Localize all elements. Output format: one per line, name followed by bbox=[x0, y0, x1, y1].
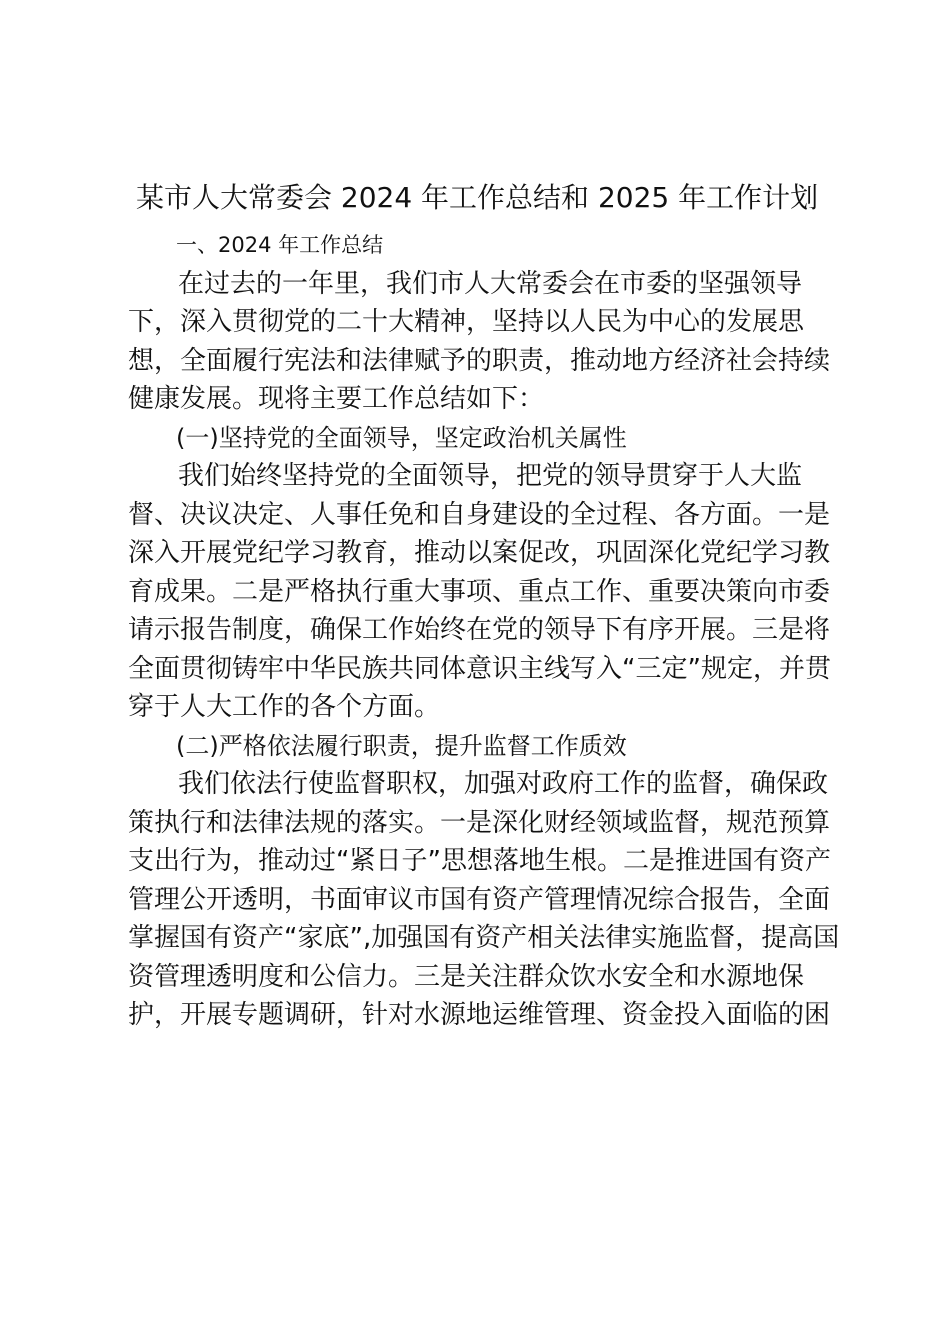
paragraph-line: 请示报告制度，确保工作始终在党的领导下有序开展。三是将 bbox=[128, 615, 831, 645]
paragraph-line: 策执行和法律法规的落实。一是深化财经领域监督，规范预算 bbox=[128, 807, 831, 838]
paragraph-line: 护，开展专题调研，针对水源地运维管理、资金投入面临的困 bbox=[128, 1000, 831, 1030]
document-title: 某市人大常委会 2024 年工作总结和 2025 年工作计划 bbox=[136, 181, 819, 214]
section-heading: 一、2024 年工作总结 bbox=[176, 233, 384, 257]
paragraph-line: 健康发展。现将主要工作总结如下： bbox=[128, 384, 545, 414]
paragraph-line: 掌握国有资产“家底”,加强国有资产相关法律实施监督，提高国 bbox=[128, 923, 840, 953]
paragraph-line: 管理公开透明，书面审议市国有资产管理情况综合报告，全面 bbox=[128, 884, 831, 915]
paragraph-line: 在过去的一年里，我们市人大常委会在市委的坚强领导 bbox=[178, 268, 803, 299]
paragraph-line: 我们始终坚持党的全面领导，把党的领导贯穿于人大监 bbox=[178, 461, 803, 491]
paragraph-line: 我们依法行使监督职权，加强对政府工作的监督，确保政 bbox=[178, 769, 829, 799]
paragraph-line: 深入开展党纪学习教育，推动以案促改，巩固深化党纪学习教 bbox=[128, 538, 831, 568]
paragraph-line: 支出行为，推动过“紧日子”思想落地生根。二是推进国有资产 bbox=[128, 846, 831, 876]
paragraph-line: 育成果。二是严格执行重大事项、重点工作、重要决策向市委 bbox=[128, 576, 831, 607]
paragraph-line: 想，全面履行宪法和法律赋予的职责，推动地方经济社会持续 bbox=[128, 345, 831, 376]
paragraph-line: 全面贯彻铸牢中华民族共同体意识主线写入“三定”规定，并贯 bbox=[128, 653, 831, 684]
document-body bbox=[128, 226, 840, 1035]
subsection-heading: (二)严格依法履行职责，提升监督工作质效 bbox=[176, 731, 627, 760]
paragraph-line: 资管理透明度和公信力。三是关注群众饮水安全和水源地保 bbox=[128, 961, 805, 992]
paragraph-line: 下，深入贯彻党的二十大精神，坚持以人民为中心的发展思 bbox=[128, 307, 805, 337]
paragraph-line: 穿于人大工作的各个方面。 bbox=[128, 692, 441, 722]
paragraph-line: 督、决议决定、人事任免和自身建设的全过程、各方面。一是 bbox=[128, 499, 831, 530]
subsection-heading: (一)坚持党的全面领导，坚定政治机关属性 bbox=[176, 423, 627, 452]
